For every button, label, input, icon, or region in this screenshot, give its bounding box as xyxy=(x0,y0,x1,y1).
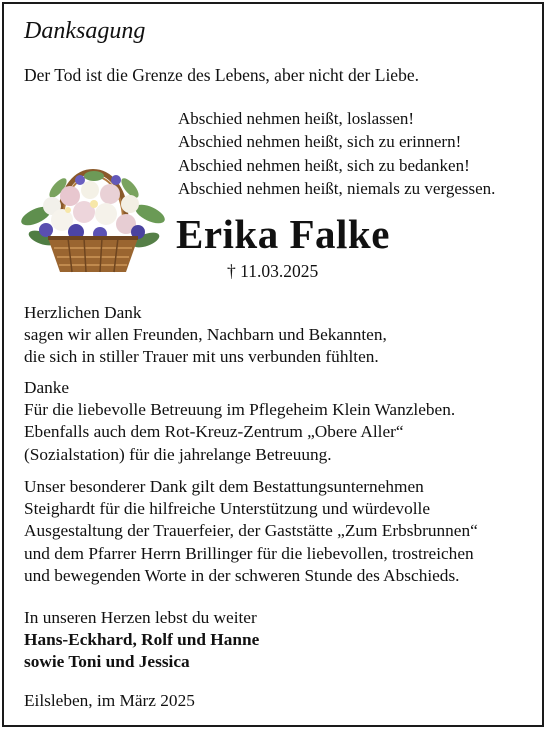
flower-basket-image xyxy=(18,146,168,278)
motto-line: Der Tod ist die Grenze des Lebens, aber nicht der Liebe. xyxy=(24,65,419,85)
deceased-name: Erika Falke xyxy=(176,211,390,257)
text-line: Steighardt für die hilfreiche Unterstützung und würdevolle xyxy=(24,499,430,519)
poem-line: Abschied nehmen heißt, sich zu erinnern! xyxy=(178,132,462,152)
closing-line: In unseren Herzen lebst du weiter xyxy=(24,608,257,627)
text-line: Ausgestaltung der Trauerfeier, der Gaststätte „Zum Erbsbrunnen“ xyxy=(24,521,478,541)
thanks-paragraph xyxy=(24,302,387,369)
poem-line: Abschied nehmen heißt, niemals zu vergessen. xyxy=(178,178,496,198)
closing-block xyxy=(24,607,259,674)
text-line: die sich in stiller Trauer mit uns verbunden fühlten. xyxy=(24,347,379,367)
text-line: Danke xyxy=(24,378,70,397)
poem-line: Abschied nehmen heißt, sich zu bedanken! xyxy=(178,155,470,175)
notice-heading: Danksagung xyxy=(24,18,146,44)
poem xyxy=(178,107,495,200)
text-line: Ebenfalls auch dem Rot-Kreuz-Zentrum „Obere Aller“ xyxy=(24,422,404,442)
text-line: Unser besonderer Dank gilt dem Bestattungsunternehmen xyxy=(24,477,424,496)
family-names: Hans-Eckhard, Rolf und Hanne xyxy=(24,630,260,650)
care-paragraph xyxy=(24,377,455,466)
poem-line: Abschied nehmen heißt, loslassen! xyxy=(178,109,415,128)
text-line: sagen wir allen Freunden, Nachbarn und Bekannten, xyxy=(24,325,387,345)
death-date: † 11.03.2025 xyxy=(227,261,319,281)
text-line: und bewegenden Worte in der schweren Stunde des Abschieds. xyxy=(24,565,460,585)
text-line: Für die liebevolle Betreuung im Pflegeheim Klein Wanzleben. xyxy=(24,400,456,420)
text-line: und dem Pfarrer Herrn Brillinger für die liebevollen, trostreichen xyxy=(24,543,474,563)
text-line: (Sozialstation) für die jahrelange Betreuung. xyxy=(24,444,332,464)
text-line: Herzlichen Dank xyxy=(24,303,142,322)
family-names-second: sowie Toni und Jessica xyxy=(24,652,190,672)
special-thanks-paragraph xyxy=(24,476,478,587)
place-date: Eilsleben, im März 2025 xyxy=(24,691,195,710)
